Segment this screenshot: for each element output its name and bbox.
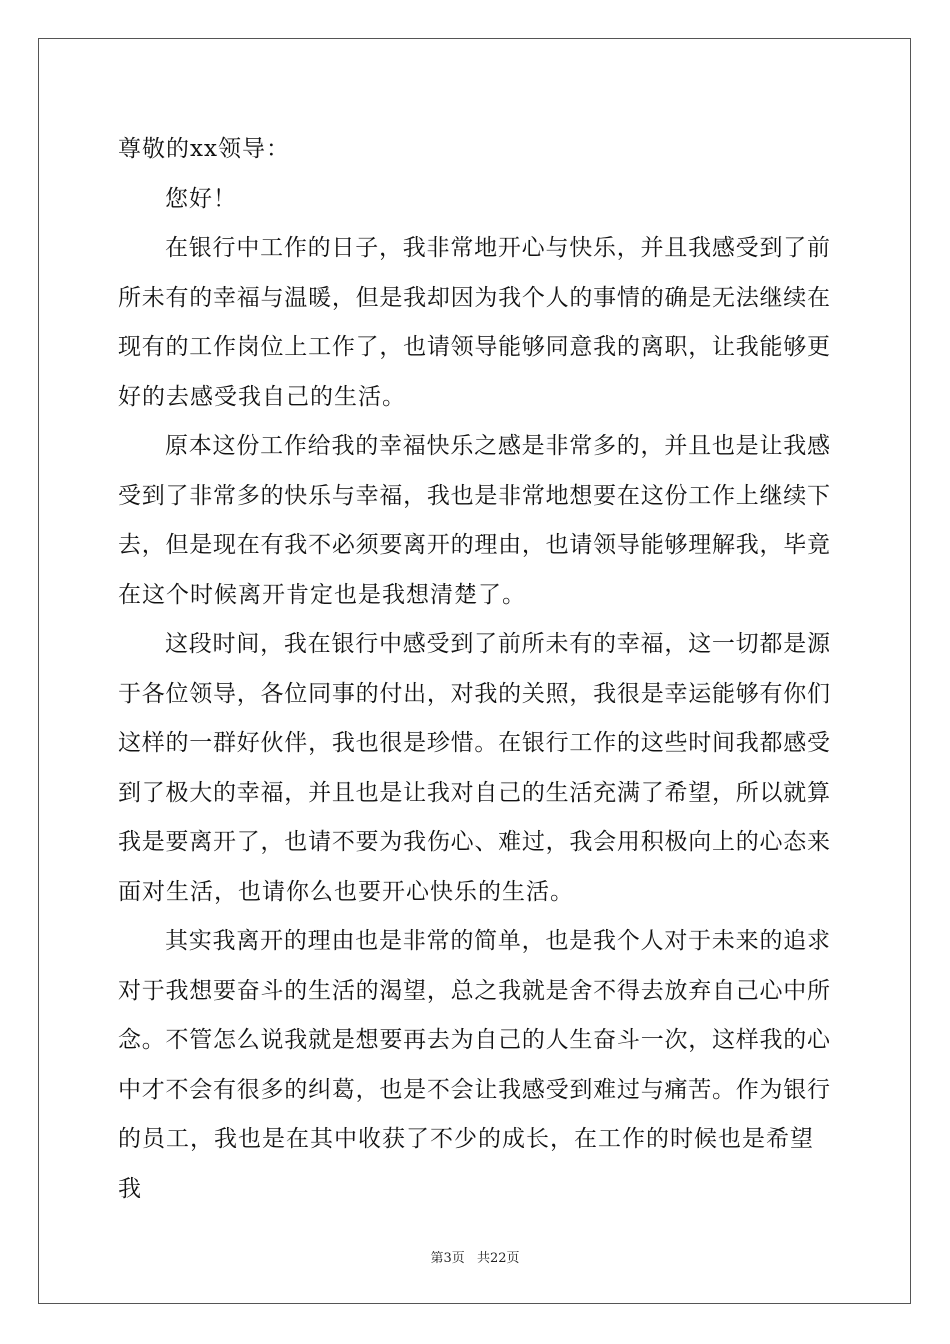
paragraph-line: 所未有的幸福与温暖，但是我却因为我个人的事情的确是无法继续在 <box>118 284 830 311</box>
paragraph-line: 的员工，我也是在其中收获了不少的成长，在工作的时候也是希望我 <box>118 1126 814 1202</box>
paragraph-line: 在这个时候离开肯定也是我想清楚了。 <box>118 581 526 608</box>
paragraph-line: 受到了非常多的快乐与幸福，我也是非常地想要在这份工作上继续下 <box>118 482 830 509</box>
page-number: 第3页 <box>430 1251 465 1266</box>
paragraph-line: 这样的一群好伙伴，我也很是珍惜。在银行工作的这些时间我都感受 <box>118 730 830 756</box>
page-footer <box>0 1247 950 1266</box>
page-total: 共22页 <box>476 1251 520 1266</box>
paragraph-line: 好的去感受我自己的生活。 <box>118 383 406 410</box>
paragraph-line: 中才不会有很多的纠葛，也是不会让我感受到难过与痛苦。作为银行 <box>118 1076 830 1103</box>
salutation: 尊敬的xx领导： <box>118 136 290 162</box>
paragraph-line: 在银行中工作的日子，我非常地开心与快乐，并且我感受到了前 <box>165 235 830 261</box>
paragraph-line: 念。不管怎么说我就是想要再去为自己的人生奋斗一次，这样我的心 <box>118 1027 830 1053</box>
paragraph-line: 原本这份工作给我的幸福快乐之感是非常多的，并且也是让我感 <box>165 433 830 459</box>
letter-body <box>118 125 830 1214</box>
paragraph-line: 其实我离开的理由也是非常的简单，也是我个人对于未来的追求 <box>165 928 830 954</box>
paragraph-line: 对于我想要奋斗的生活的渴望，总之我就是舍不得去放弃自己心中所 <box>118 977 830 1004</box>
paragraph-line: 面对生活，也请你么也要开心快乐的生活。 <box>118 878 574 905</box>
paragraph-line: 于各位领导，各位同事的付出，对我的关照，我很是幸运能够有你们 <box>118 680 830 707</box>
paragraph-line: 到了极大的幸福，并且也是让我对自己的生活充满了希望，所以就算 <box>118 779 830 806</box>
paragraph-line: 现有的工作岗位上工作了，也请领导能够同意我的离职，让我能够更 <box>118 334 830 360</box>
paragraph-line: 去，但是现在有我不必须要离开的理由，也请领导能够理解我，毕竟 <box>118 532 830 558</box>
paragraph-line: 我是要离开了，也请不要为我伤心、难过，我会用积极向上的心态来 <box>118 829 830 855</box>
greeting: 您好！ <box>165 185 237 212</box>
paragraph-line: 这段时间，我在银行中感受到了前所未有的幸福，这一切都是源 <box>165 631 830 657</box>
